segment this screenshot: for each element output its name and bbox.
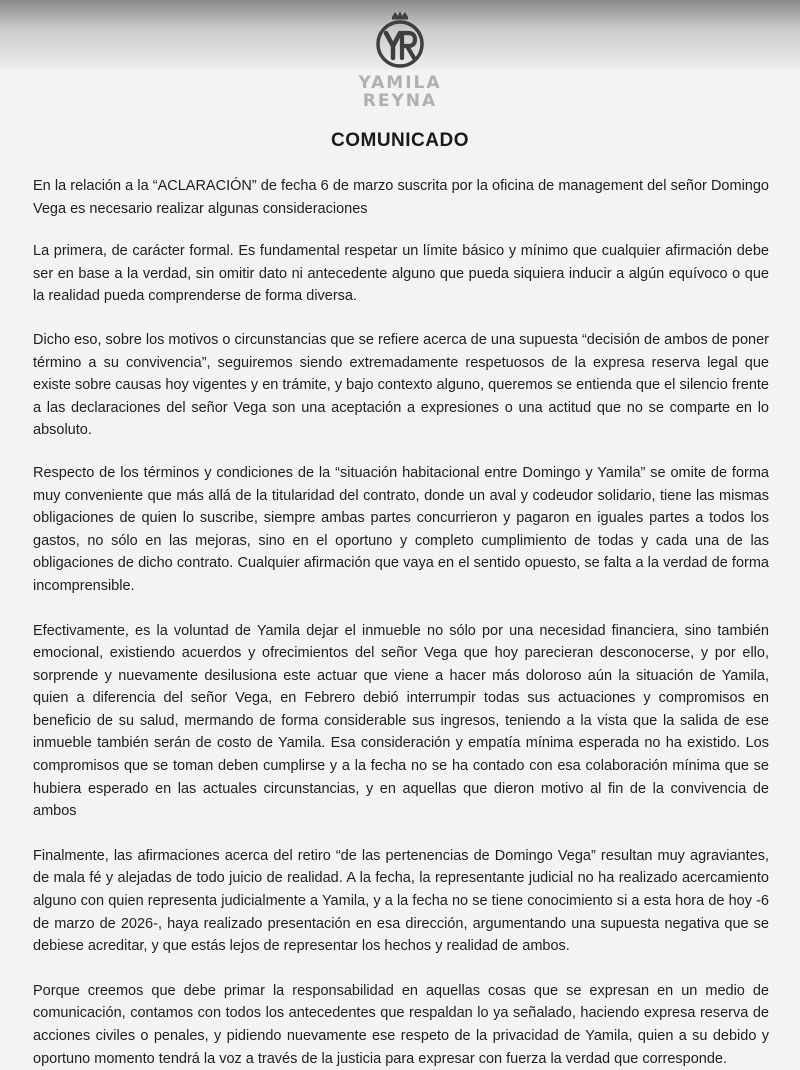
- paragraph-1: En la relación a la “ACLARACIÓN” de fecha 6 de marzo suscrita por la oficina de management del señor Domingo Vega es necesario realizar algunas consideraciones: [33, 178, 769, 217]
- crown-monogram-icon: [369, 8, 431, 70]
- paragraph-3: Dicho eso, sobre los motivos o circunstancias que se refiere acerca de una supuesta “decisión de ambos de poner término a su convivencia”, seguiremos siendo extremadamente respetuosos de la expresa reserva legal que existe sobre causas hoy vigentes y en trámite, y bajo contexto alguno, queremos se entienda que el silencio frente a las declaraciones del señor Vega son una aceptación a expresiones o una actitud que no se comparte en lo absoluto.: [33, 331, 769, 439]
- paragraph-7: Porque creemos que debe primar la responsabilidad en aquellas cosas que se expresan en un medio de comunicación, contamos con todos los antecedentes que respaldan lo ya señalado, haciendo expresa reserva de acciones civiles o penales, y pidiendo nuevamente ese respeto de la privacidad de Yamila, quien a su debido y oportuno momento tendrá la voz a través de la justicia para expresar con fuerza la verdad que corresponde.: [33, 982, 769, 1067]
- paragraph-6: Finalmente, las afirmaciones acerca del retiro “de las pertenencias de Domingo Vega” resultan muy agraviantes, de mala fé y alejadas de todo juicio de realidad. A la fecha, la representante judicial no ha realizado acercamiento alguno con quien representa judicialmente a Yamila, y a la fecha no se tiene conocimiento si a esta hora de hoy -6 de marzo de 2026-, haya realizado presentación en esa dirección, argumentando una supuesta negativa que se debiese acreditar, y que estás lejos de representar los hechos y realidad de ambos.: [33, 847, 769, 955]
- document-title: COMUNICADO: [331, 130, 469, 151]
- paragraph-2: La primera, de carácter formal. Es fundamental respetar un límite básico y mínimo que cualquier afirmación debe ser en base a la verdad, sin omitir dato ni antecedente alguno que pueda siquiera inducir a algún equívoco o que la realidad pueda comprenderse de forma diversa.: [33, 243, 769, 305]
- brand-logo: [330, 8, 470, 116]
- document-body: [33, 175, 769, 1070]
- paragraph-4: Respecto de los términos y condiciones de la “situación habitacional entre Domingo y Yamila” se omite de forma muy conveniente que más allá de la titularidad del contrato, donde un aval y codeudor solidario, tiene las mismas obligaciones de quien lo suscribe, siempre ambas partes concurrieron y pagaron en iguales partes a todos los gastos, no sólo en las mejoras, sino en el oportuno y completo cumplimiento de todas y cada una de las obligaciones de dicho contrato. Cualquier afirmación que vaya en el sentido opuesto, se falta a la verdad de forma incomprensible.: [33, 464, 769, 594]
- brand-name-line2: REYNA: [362, 91, 438, 111]
- paragraph-5: Efectivamente, es la voluntad de Yamila dejar el inmueble no sólo por una necesidad financiera, sino también emocional, existiendo acuerdos y ofrecimientos del señor Vega que hoy parecieran desconocerse, y por ello, sorprende y nuevamente desilusiona este actuar que viene a hacer más doloroso aún la situación de Yamila, quien a diferencia del señor Vega, en Febrero debió interrumpir todas sus actuaciones y compromisos en beneficio de su salud, mermando de forma considerable sus ingresos, teniendo a la vista que la salida de ese inmueble también serán de costo de Yamila. Esa consideración y empatía mínima esperada no ha existido. Los compromisos que se toman deben cumplirse y a la fecha no se ha contado con esa colaboración mínima que se hubiera esperado en las actuales circunstancias, y en aquellas que dieron motivo al fin de la convivencia de ambos: [33, 622, 769, 820]
- brand-name-line1: YAMILA: [358, 73, 442, 93]
